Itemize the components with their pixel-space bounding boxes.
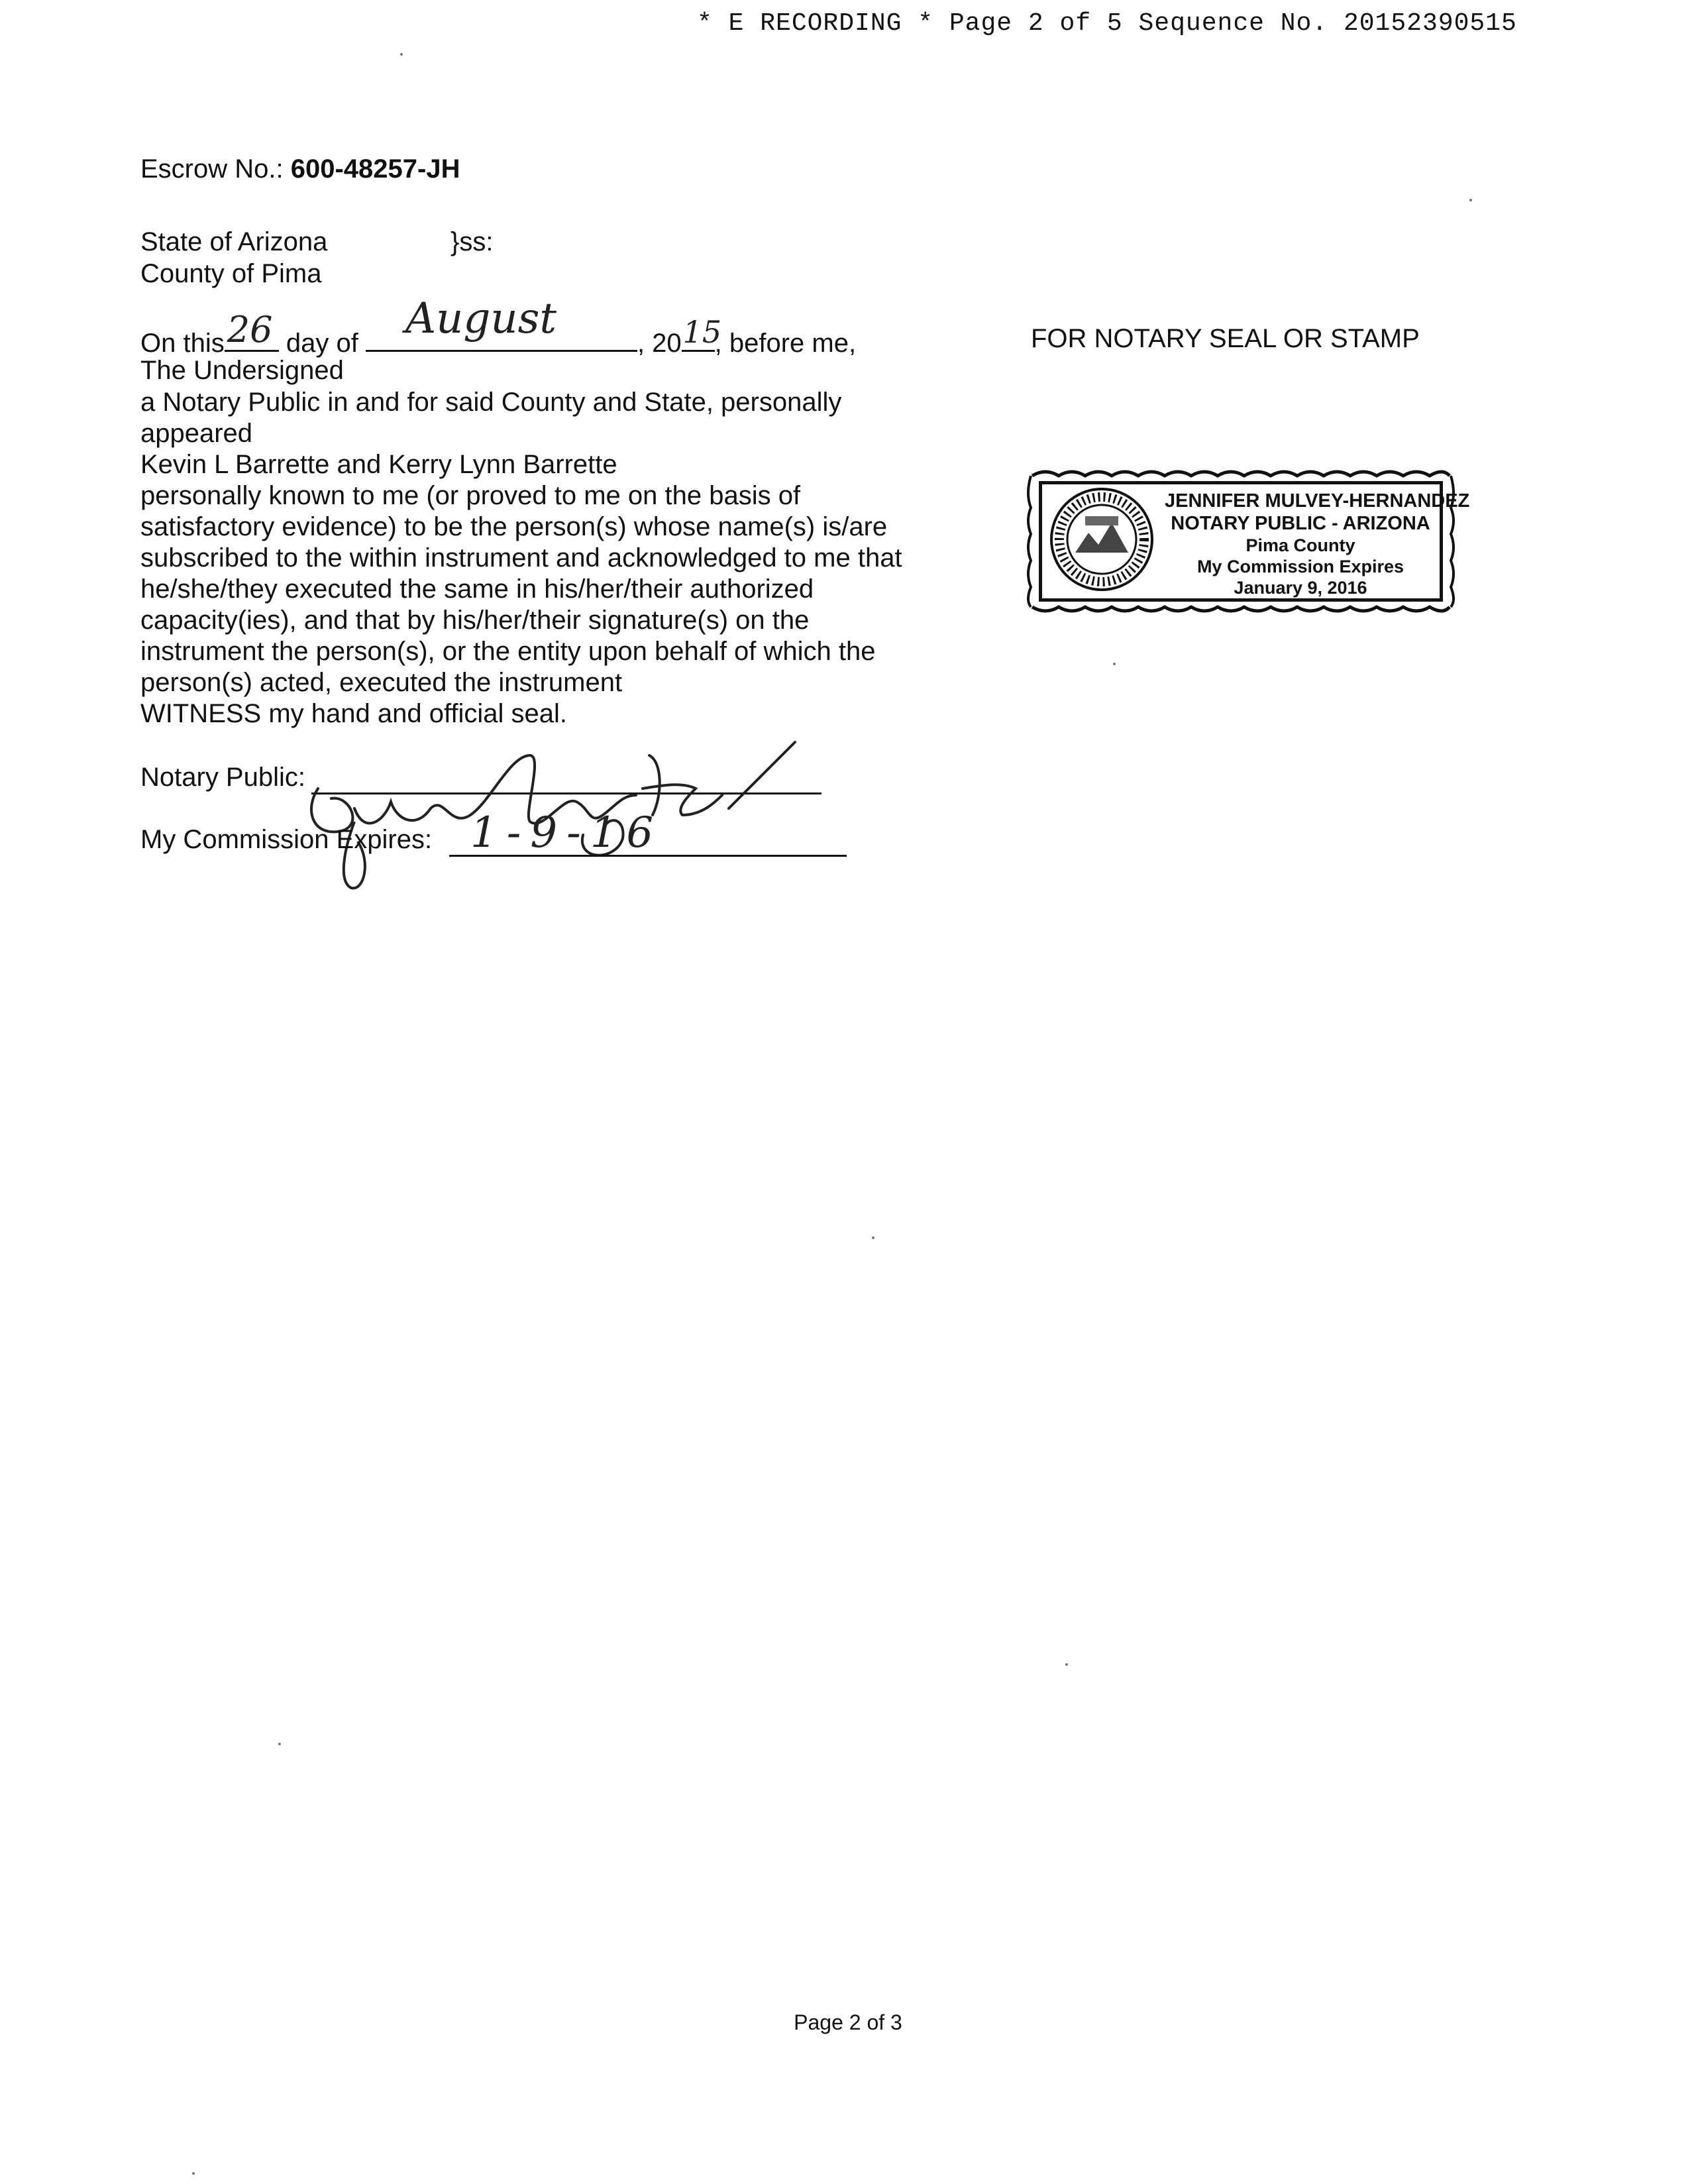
officer-name: The Undersigned — [140, 356, 344, 385]
body-line: capacity(ies), and that by his/her/their signature(s) on the — [140, 606, 810, 635]
scan-speck — [278, 1743, 281, 1745]
escrow-label: Escrow No.: — [140, 154, 284, 184]
year-prefix-text: , 20 — [637, 329, 682, 358]
scan-speck — [192, 2172, 195, 2175]
year-handwritten: 15 — [682, 314, 722, 350]
body-line: satisfactory evidence) to be the person(s) whose name(s) is/are — [140, 512, 888, 541]
scan-speck — [400, 53, 403, 56]
scan-speck — [872, 1236, 874, 1239]
scan-speck — [1469, 199, 1472, 201]
stamp-county: Pima County — [1246, 535, 1355, 555]
acknowledgment-body — [140, 387, 902, 730]
escrow-number: 600-48257-JH — [290, 154, 460, 184]
before-me-text: , before me, — [714, 329, 857, 358]
body-line: a Notary Public in and for said County and State, personally — [140, 388, 842, 417]
month-field — [366, 294, 637, 352]
venue-county: County of Pima — [140, 259, 322, 288]
month-handwritten: August — [405, 294, 557, 343]
commission-label: My Commission Expires: — [140, 825, 433, 854]
notary-seal-label: FOR NOTARY SEAL OR STAMP — [1031, 324, 1420, 353]
commission-handwritten: 1-9-16 — [470, 808, 663, 857]
scan-speck — [1113, 663, 1116, 665]
day-handwritten: 26 — [227, 309, 273, 351]
escrow-line — [140, 154, 460, 185]
body-line: appeared — [140, 419, 253, 448]
scan-speck — [1065, 1663, 1068, 1666]
body-line: Kevin L Barrette and Kerry Lynn Barrette — [140, 450, 617, 479]
body-line: subscribed to the within instrument and acknowledged to me that — [140, 543, 902, 573]
day-of-text: day of — [286, 329, 358, 358]
recording-header: * E RECORDING * Page 2 of 5 Sequence No. 20152390515 — [697, 9, 1517, 38]
body-line: WITNESS my hand and official seal. — [140, 699, 567, 728]
venue-ss: }ss: — [450, 227, 494, 256]
year-field — [682, 314, 722, 352]
arizona-state-seal-icon — [1049, 486, 1155, 592]
venue-state: State of Arizona — [140, 227, 328, 256]
on-this-text: On this — [140, 329, 225, 358]
notary-public-label: Notary Public: — [140, 763, 305, 792]
stamp-notary-name: JENNIFER MULVEY-HERNANDEZ — [1165, 490, 1470, 512]
notary-stamp — [1026, 468, 1470, 615]
day-field — [225, 309, 279, 352]
body-line: instrument the person(s), or the entity upon behalf of which the — [140, 637, 876, 666]
stamp-notary-title: NOTARY PUBLIC - ARIZONA — [1171, 513, 1430, 534]
acknowledgment-date-line — [140, 294, 857, 359]
body-line: he/she/they executed the same in his/her/their authorized — [140, 574, 814, 604]
body-line: personally known to me (or proved to me on the basis of — [140, 481, 801, 510]
body-line: person(s) acted, executed the instrument — [140, 668, 623, 697]
stamp-commission-label: My Commission Expires — [1196, 557, 1404, 576]
page-footer: Page 2 of 3 — [794, 2010, 902, 2034]
stamp-commission-date: January 9, 2016 — [1234, 578, 1367, 598]
